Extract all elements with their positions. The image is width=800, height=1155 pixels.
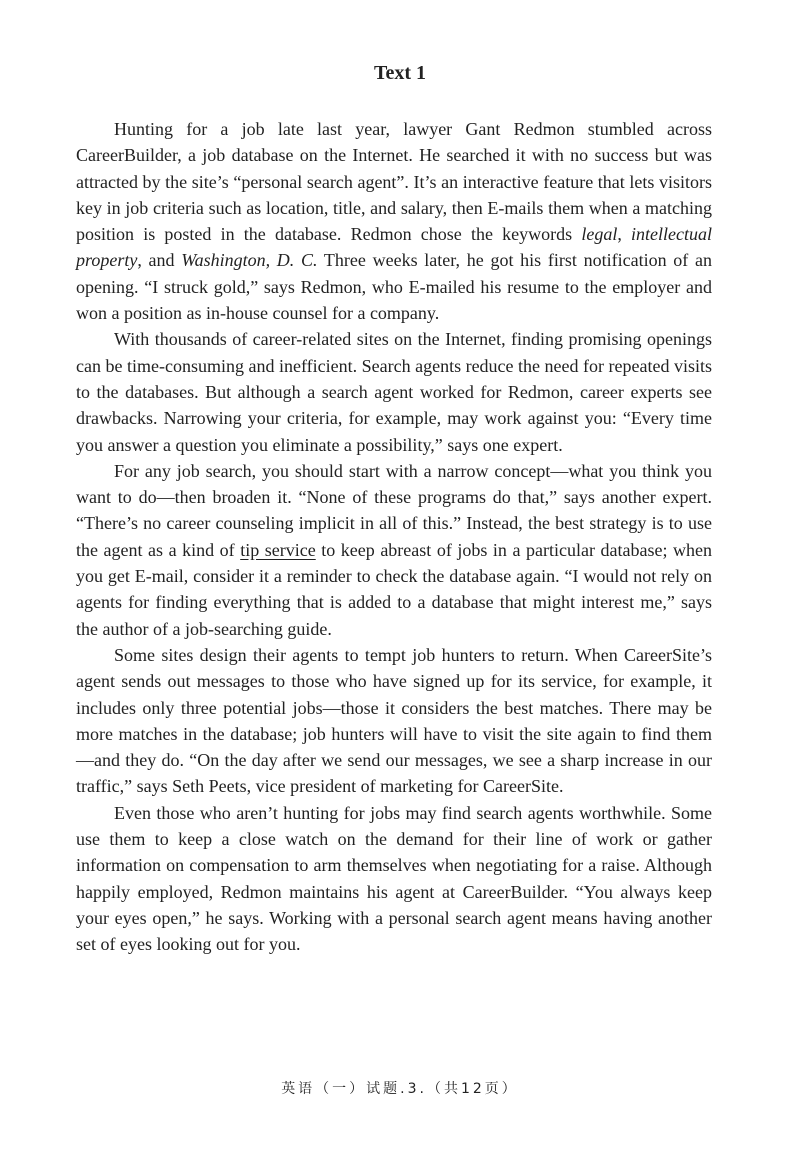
page-title: Text 1 bbox=[373, 62, 427, 84]
paragraph-5: Even those who aren’t hunting for jobs may find search agents worthwhile. Some use them to keep a close watch on the demand for their line of work or gather information on compensation to arm themselves when negotiating for a raise. Although happily employed, Redmon maintains his agent at CareerBuilder. “You always keep your eyes open,” he says. Working with a personal search agent means having another set of eyes looking out for you. bbox=[76, 802, 712, 955]
separator-1: , bbox=[617, 224, 632, 245]
keyword-washington-dc: Washington, D. C. bbox=[181, 250, 318, 271]
separator-2: , and bbox=[137, 250, 182, 271]
underlined-phrase-tip-service: tip service bbox=[240, 539, 316, 560]
paragraph-1-text-b: Three weeks later, he got his first notification of an opening. “I struck gold,” says Redmon, who E-mailed his resume to the employer and won a position as in-house counsel for a company. bbox=[76, 250, 712, 324]
paragraph-1-text-a: Hunting for a job late last year, lawyer Gant Redmon stumbled across CareerBuilder, a job database on the Internet. He searched it with no success but was attracted by the site’s “personal search agent”. It’s an interactive feature that lets visitors key in job criteria such as location, title, and salary, then E-mails them when a matching position is posted in the database. Redmon chose the keywords bbox=[76, 119, 712, 245]
page-footer: 英语（一）试题.3.（共12页） bbox=[281, 1081, 519, 1097]
keyword-legal: legal bbox=[581, 224, 618, 245]
paragraph-3 bbox=[76, 458, 712, 642]
keyword-intellectual-property: intellectual property bbox=[76, 224, 713, 271]
paragraph-3-text-a: For any job search, you should start with a narrow concept—what you think you want to do—then broaden it. “None of these programs do that,” says another expert. “There’s no career counseling implicit in all of this.” Instead, the best strategy is to use the agent as a kind of bbox=[76, 460, 712, 560]
paragraph-2: With thousands of career-related sites on the Internet, finding promising openings can be time-consuming and inefficient. Search agents reduce the need for repeated visits to the databases. But although a search agent worked for Redmon, career experts see drawbacks. Narrowing your criteria, for example, may work against you: “Every time you answer a question you eliminate a possibility,” says one expert. bbox=[76, 329, 712, 455]
article-body bbox=[76, 116, 712, 958]
paragraph-4: Some sites design their agents to tempt job hunters to return. When CareerSite’s agent sends out messages to those who have signed up for its service, for example, it includes only three potential jobs—those it considers the best matches. There may be more matches in the database; job hunters will have to visit the site again to find them—and they do. “On the day after we send our messages, we see a sharp increase in our traffic,” says Seth Peets, vice president of marketing for CareerSite. bbox=[76, 644, 712, 797]
paragraph-3-text-b: to keep abreast of jobs in a particular database; when you get E-mail, consider it a reminder to check the database again. “I would not rely on agents for finding everything that is added to a database that might interest me,” says the author of a job-searching guide. bbox=[76, 539, 712, 639]
paragraph-1 bbox=[76, 116, 712, 326]
